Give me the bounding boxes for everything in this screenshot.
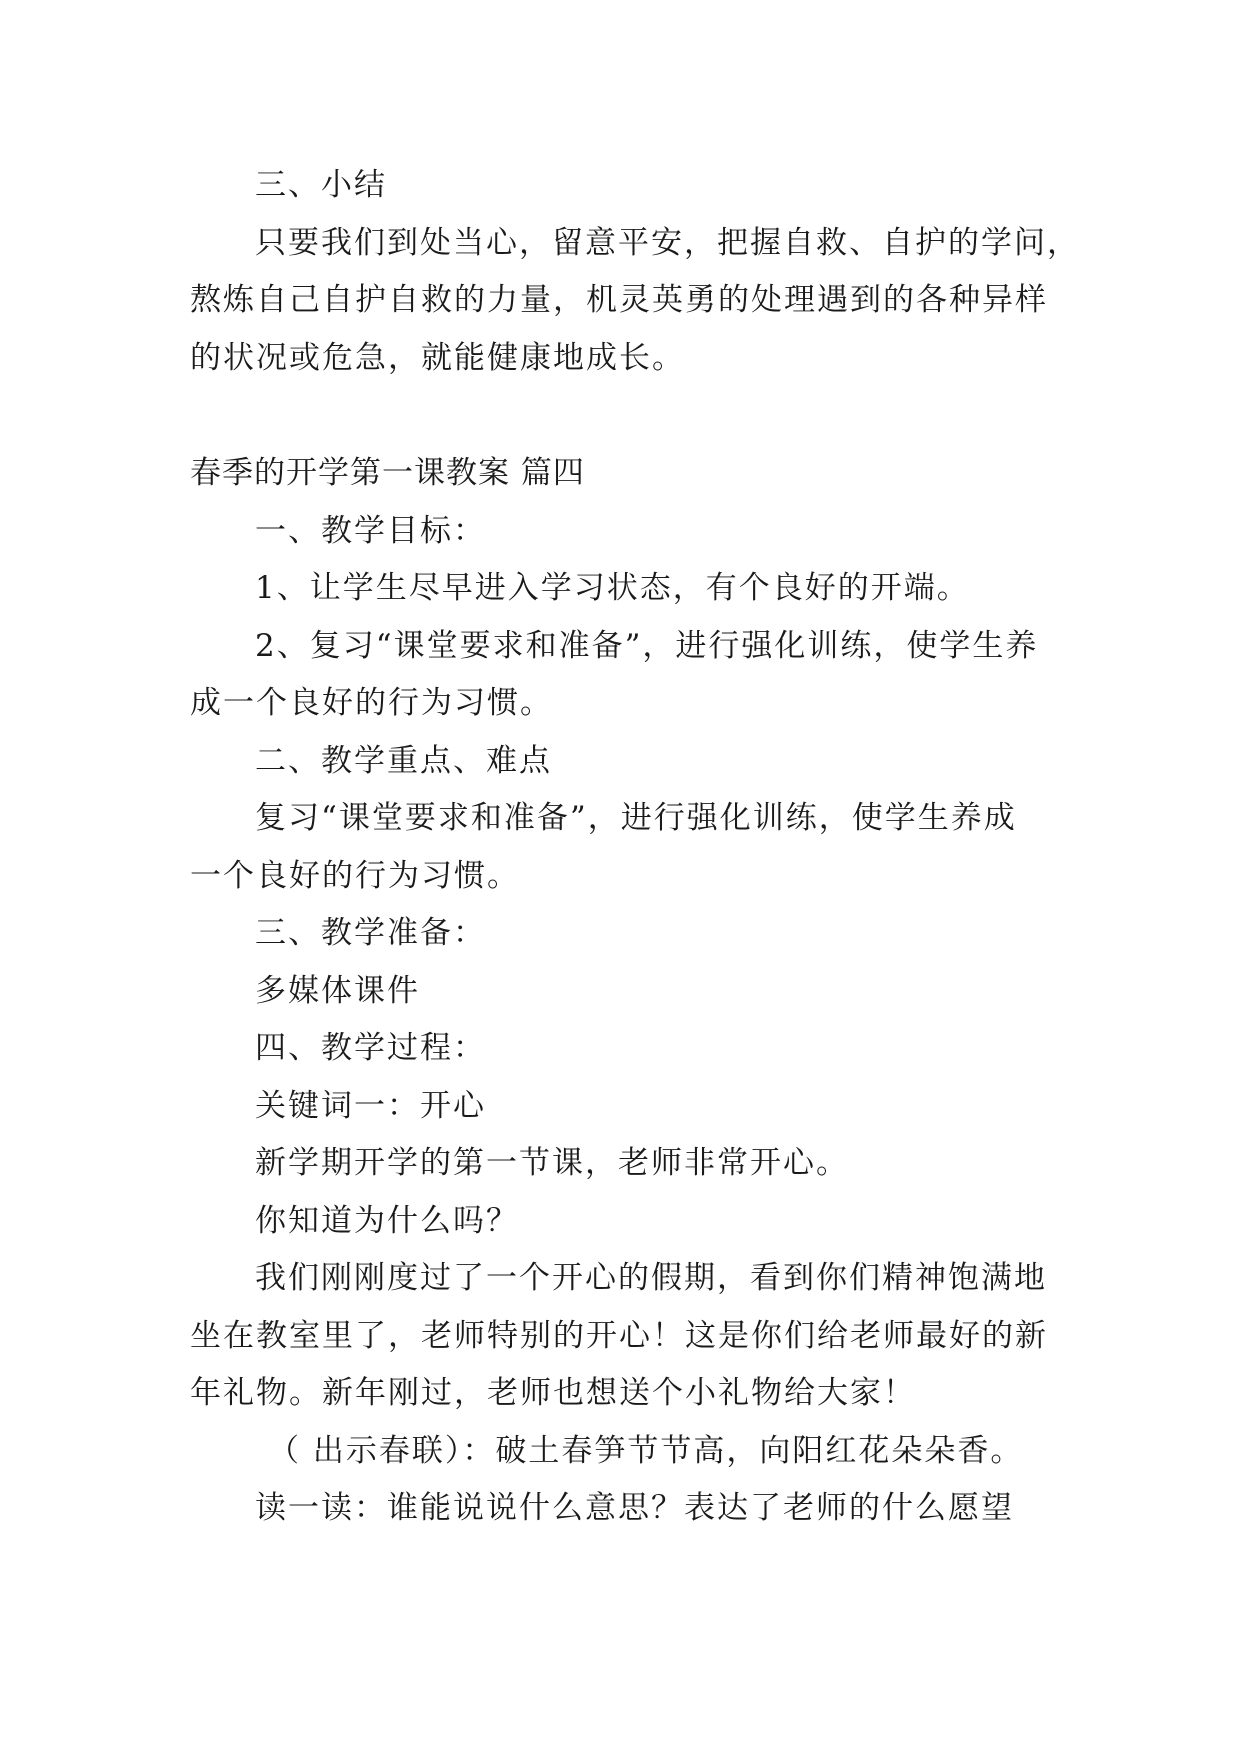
section-heading-process: 四、教学过程： — [255, 1030, 486, 1066]
list-item: 1、让学生尽早进入学习状态，有个良好的开端。 — [255, 570, 970, 606]
paragraph-line: 一个良好的行为习惯。 — [190, 858, 520, 894]
paragraph-line: 坐在教室里了，老师特别的开心！这是你们给老师最好的新 — [190, 1318, 1048, 1354]
paragraph-line: 读一读：谁能说说什么意思？表达了老师的什么愿望 — [255, 1490, 1014, 1526]
section-heading-preparation: 三、教学准备： — [255, 915, 486, 951]
section-heading-key-points: 二、教学重点、难点 — [255, 743, 552, 779]
list-item: 2、复习“课堂要求和准备”，进行强化训练，使学生养 — [255, 628, 1039, 664]
paragraph-line: 复习“课堂要求和准备”，进行强化训练，使学生养成 — [255, 800, 1017, 836]
paragraph-line: 熬炼自己自护自救的力量，机灵英勇的处理遇到的各种异样 — [190, 282, 1048, 318]
paragraph-line: 年礼物。新年刚过，老师也想送个小礼物给大家！ — [190, 1375, 916, 1411]
paragraph-line: 的状况或危急，就能健康地成长。 — [190, 340, 685, 376]
paragraph-line: 多媒体课件 — [255, 973, 420, 1009]
section-heading-goals: 一、教学目标： — [255, 513, 486, 549]
article-title: 春季的开学第一课教案 篇四 — [190, 455, 585, 491]
paragraph-line: 新学期开学的第一节课，老师非常开心。 — [255, 1145, 849, 1181]
paragraph-line: 你知道为什么吗？ — [255, 1203, 519, 1239]
section-heading-summary: 三、小结 — [255, 167, 387, 203]
paragraph-line: 我们刚刚度过了一个开心的假期，看到你们精神饱满地 — [255, 1260, 1047, 1296]
paragraph-line: （ 出示春联）：破土春笋节节高，向阳红花朵朵香。 — [268, 1433, 1024, 1469]
keyword-line: 关键词一：开心 — [255, 1088, 486, 1124]
paragraph-line: 只要我们到处当心，留意平安，把握自救、自护的学问， — [255, 225, 1080, 261]
paragraph-line: 成一个良好的行为习惯。 — [190, 685, 553, 721]
